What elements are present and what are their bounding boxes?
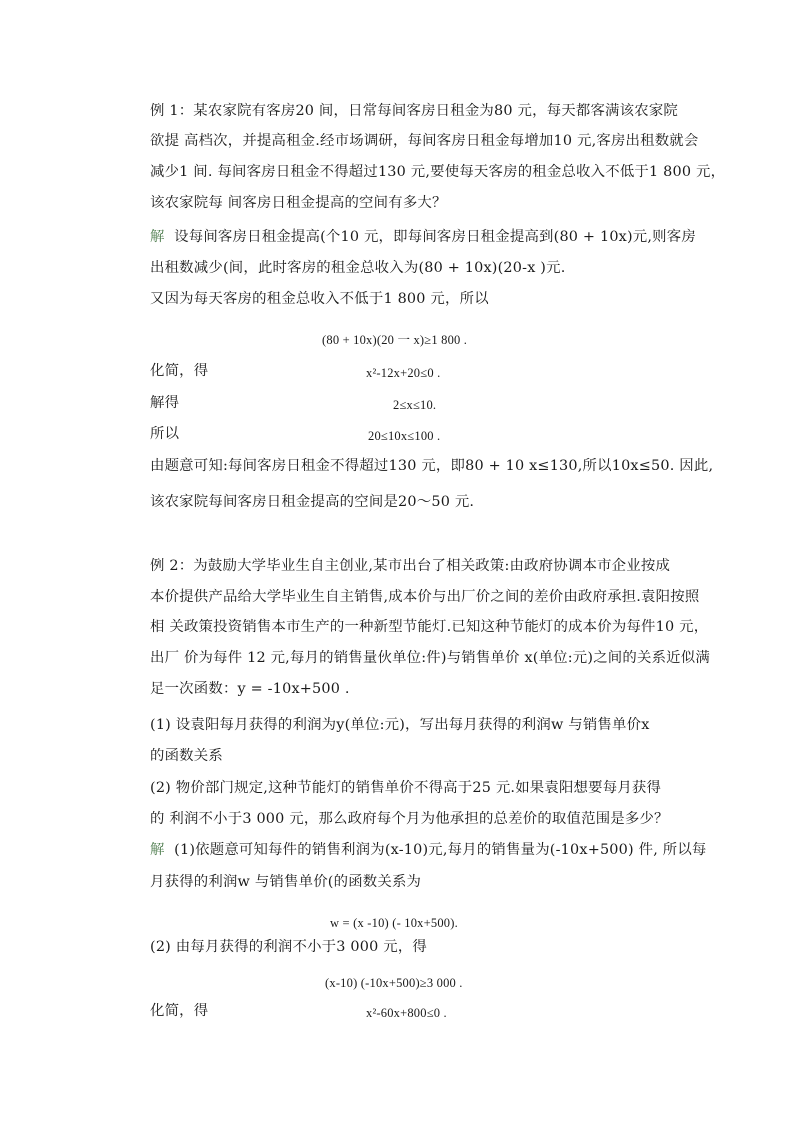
example1-line-2: 欲提 高档次，并提高租金.经市场调研，每间客房日租金每增加10 元,客房出租数就会 — [150, 133, 699, 149]
solution-label: 解 — [150, 842, 165, 858]
example1-equation-2: x²-12x+20≤0 . — [366, 366, 441, 380]
example2-solution-line-2: 月获得的利润w 与销售单价(的函数关系为 — [150, 874, 422, 890]
solution-text: 设每间客房日租金提高(个10 元，即每间客房日租金提高到(80 + 10x)元,则客房 — [174, 229, 696, 245]
example1-line-4: 该农家院每 间客房日租金提高的空间有多大？ — [150, 195, 447, 211]
so-label: 所以 — [150, 426, 180, 442]
question-1-line-2: 的函数关系 — [150, 748, 223, 764]
solution-label: 解 — [150, 229, 165, 245]
example2-line-5: 足一次函数：y = -10x+500 . — [150, 681, 350, 697]
example1-line-5: 又因为每天客房的租金总收入不低于1 800 元，所以 — [150, 291, 489, 307]
example2-line-1: 例 2：为鼓励大学毕业生自主创业,某市出台了相关政策:由政府协调本市企业按成 — [150, 558, 671, 574]
example1-line-1: 例 1：某农家院有客房20 间，日常每间客房日租金为80 元，每天都客满该农家院 — [150, 103, 679, 119]
example1-equation-4: 20≤10x≤100 . — [368, 429, 441, 443]
example1-conclusion-line-1: 由题意可知:每间客房日租金不得超过130 元，即80 + 10 x≤130,所以10x≤50. 因此, — [150, 458, 714, 474]
question-2-line-1: (2) 物价部门规定,这种节能灯的销售单价不得高于25 元.如果袁阳想要每月获得 — [150, 780, 662, 796]
example1-solution-line-1 — [150, 227, 696, 247]
example1-equation-3: 2≤x≤10. — [393, 398, 437, 412]
example2-equation-1: w = (x -10) (- 10x+500). — [330, 916, 458, 930]
example1-line-3: 减少1 间. 每间客房日租金不得超过130 元,要使每天客房的租金总收入不低于1 800 元， — [150, 164, 726, 180]
solution-text: (1)依题意可知每件的销售利润为(x-10)元,每月的销售量为(-10x+500) 件, 所以每 — [174, 842, 707, 858]
example2-line-4: 出厂 价为每件 12 元,每月的销售量伙单位:件)与销售单价 x(单位:元)之间的关系近似满 — [150, 650, 710, 666]
example1-conclusion-line-2: 该农家院每间客房日租金提高的空间是20〜50 元. — [150, 494, 475, 510]
solve-label: 解得 — [150, 395, 180, 411]
example2-line-3: 相 关政策投资销售本市生产的一种新型节能灯.已知这种节能灯的成本价为每件10 元， — [150, 619, 709, 635]
question-1-line-1: (1) 设袁阳每月获得的利润为y(单位:元)，写出每月获得的利润w 与销售单价x — [150, 717, 650, 733]
example2-part-2-line: (2) 由每月获得的利润不小于3 000 元，得 — [150, 939, 428, 955]
example2-line-2: 本价提供产品给大学毕业生自主销售,成本价与出厂价之间的差价由政府承担.袁阳按照 — [150, 589, 700, 605]
simplify-label: 化简，得 — [150, 363, 209, 379]
example2-solution-line-1 — [150, 840, 707, 860]
example1-solution-line-2: 出租数减少(间，此时客房的租金总收入为(80 + 10x)(20-x )元. — [150, 260, 566, 276]
example1-equation-1: (80 + 10x)(20 一 x)≥1 800 . — [322, 333, 468, 347]
simplify-label-2: 化简，得 — [150, 1003, 209, 1019]
example2-equation-2: (x-10) (-10x+500)≥3 000 . — [325, 976, 463, 990]
example2-equation-3: x²-60x+800≤0 . — [366, 1006, 447, 1020]
question-2-line-2: 的 利润不小于3 000 元，那么政府每个月为他承担的总差价的取值范围是多少？ — [150, 811, 669, 827]
